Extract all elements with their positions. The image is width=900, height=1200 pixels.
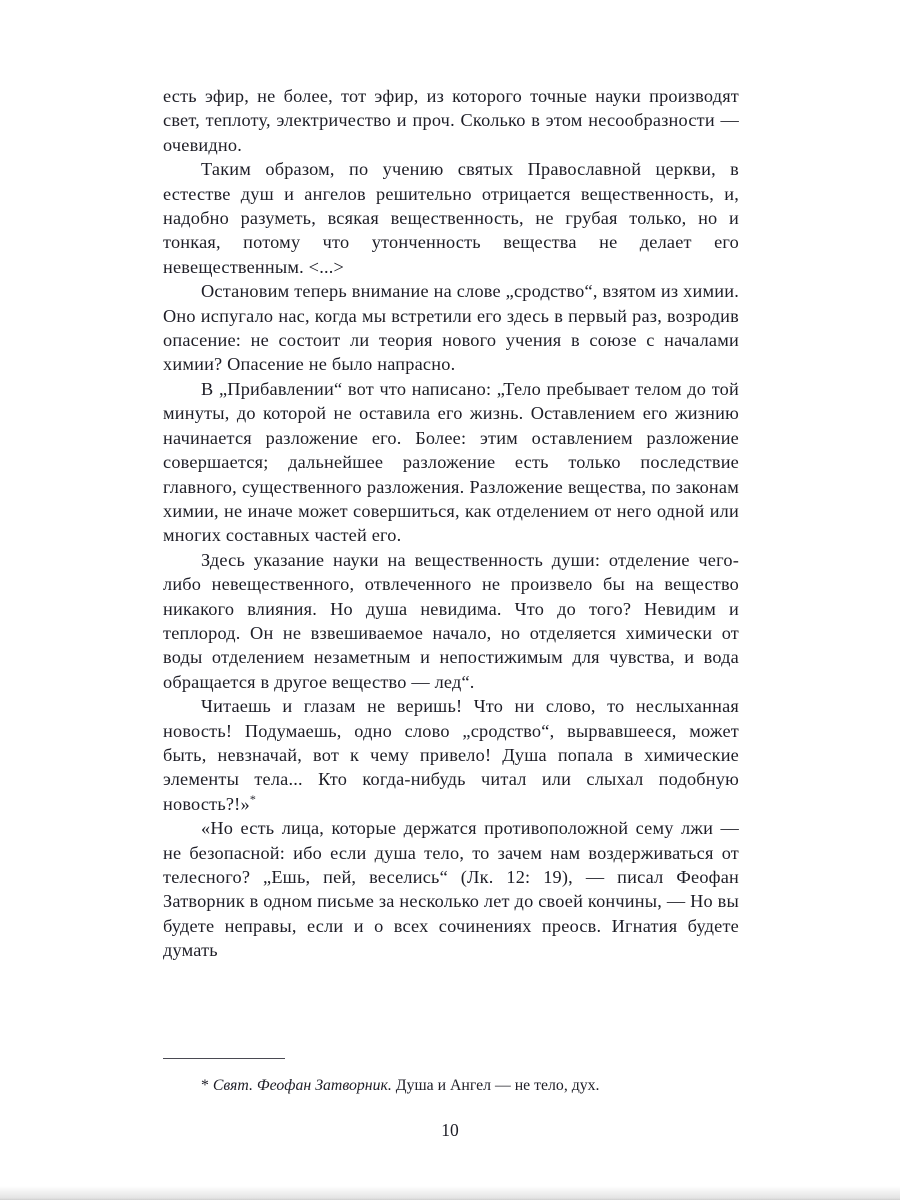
paragraph-text: Читаешь и глазам не веришь! Что ни слово, то неслыханная новость! Подумаешь, одно слово „сродство“, вырвавшееся, может быть, невзначай, вот к чему привело! Душа попала в химические элементы тела... Кто когда-нибудь читал или слыхал подобную новость?!» bbox=[163, 696, 739, 814]
paragraph: есть эфир, не более, тот эфир, из которого точные науки производят свет, теплоту, электричество и проч. Сколько в этом несообразности — очевидно. bbox=[163, 86, 739, 155]
footnote-divider bbox=[163, 1058, 285, 1059]
paragraph: «Но есть лица, которые держатся противоположной сему лжи — не безопасной: ибо если душа тело, то зачем нам воздерживаться от телесного? „Ешь, пей, веселись“ (Лк. 12: 19), — писал Феофан Затворник в одном письме за несколько лет до своей кончины, — Но вы будете неправы, если и о всех сочинениях преосв. Игнатия будете думать bbox=[163, 818, 739, 961]
scan-edge-shadow bbox=[0, 1186, 900, 1200]
paragraph bbox=[163, 694, 739, 816]
body-text bbox=[163, 84, 739, 963]
footnote-text: Душа и Ангел — не тело, дух. bbox=[391, 1077, 600, 1094]
footnote-area bbox=[163, 1058, 739, 1096]
footnote-author: Свят. Феофан Затворник. bbox=[212, 1077, 392, 1094]
footnote-reference-marker: * bbox=[249, 791, 257, 806]
page-number: 10 bbox=[441, 1120, 459, 1140]
paragraph: В „Прибавлении“ вот что написано: „Тело пребывает телом до той минуты, до которой не оставила его жизнь. Оставлением его жизнию начинается разложение его. Более: этим оставлением разложение совершается; дальнейшее разложение есть только последствие главного, существенного разложения. Разложение вещества, по законам химии, не иначе может совершиться, как отделением от него одной или многих составных частей его. bbox=[163, 378, 739, 546]
paragraph: Здесь указание науки на вещественность души: отделение чего-либо невещественного, отвлеченного не произвело бы на вещество никакого влияния. Но душа невидима. Что до того? Невидим и теплород. Он не взвешиваемое начало, но отделяется химически от воды отделением незаметным и непостижимым для чувства, и вода обращается в другое вещество — лед“. bbox=[163, 549, 739, 692]
paragraph: Остановим теперь внимание на слове „сродство“, взятом из химии. Оно испугало нас, когда мы встретили его здесь в первый раз, возродив опасение: не состоит ли теория нового учения в союзе с началами химии? Опасение не было напрасно. bbox=[163, 281, 739, 375]
footnote-marker: * bbox=[201, 1077, 213, 1094]
paragraph: Таким образом, по учению святых Православной церкви, в естестве душ и ангелов решительно отрицается вещественность, и, надобно разуметь, всякая вещественность, не грубая только, но и тонкая, потому что утонченность вещества не делает его невещественным. <...> bbox=[163, 159, 739, 277]
footnote bbox=[163, 1075, 739, 1096]
